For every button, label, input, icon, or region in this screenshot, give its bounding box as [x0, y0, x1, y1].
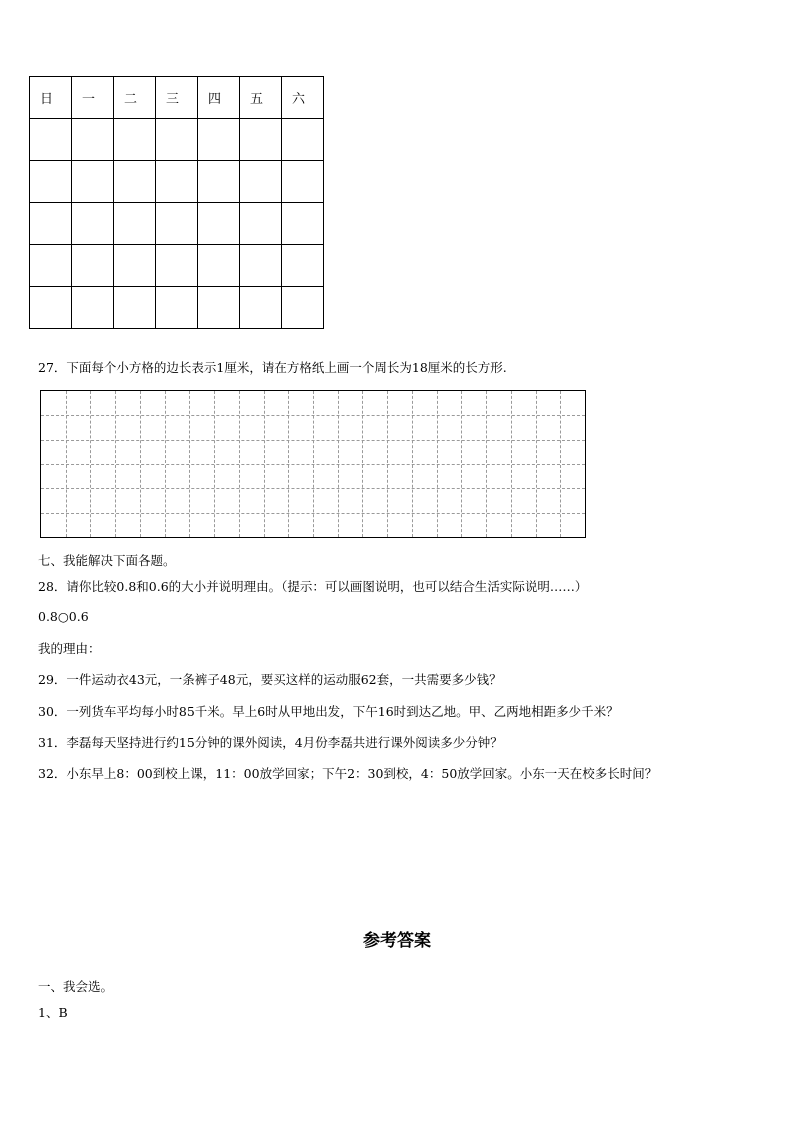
calendar-header-cell — [30, 77, 72, 119]
question-32: 32．小东早上8：00到校上课，11：00放学回家；下午2：30到校，4：50放学回家。小东一天在校多长时间？ — [38, 766, 658, 781]
grid-line-horizontal — [41, 488, 585, 489]
calendar-cell — [198, 203, 240, 245]
calendar-cell — [30, 161, 72, 203]
grid-line-horizontal — [41, 440, 585, 441]
calendar-header-cell — [72, 77, 114, 119]
calendar-row — [30, 245, 324, 287]
reason-label: 我的理由： — [38, 641, 101, 656]
calendar-cell — [156, 287, 198, 329]
section-7-heading: 七、我能解决下面各题。 — [38, 553, 176, 568]
calendar-cell — [282, 245, 324, 287]
calendar-cell — [240, 287, 282, 329]
question-28: 28．请你比较0.8和0.6的大小并说明理由。（提示：可以画图说明，也可以结合生活实际说明……） — [38, 579, 588, 594]
question-29: 29．一件运动衣43元，一条裤子48元，要买这样的运动服62套，一共需要多少钱？ — [38, 672, 502, 687]
calendar-cell — [30, 203, 72, 245]
grid-paper — [40, 390, 586, 538]
weekday-label: 四 — [208, 92, 222, 107]
calendar-cell — [198, 287, 240, 329]
calendar-cell — [240, 119, 282, 161]
answer-title: 参考答案 — [363, 931, 431, 951]
calendar-cell — [114, 245, 156, 287]
calendar-cell — [72, 287, 114, 329]
weekday-label: 日 — [40, 92, 54, 107]
calendar-cell — [198, 161, 240, 203]
calendar-header-cell — [282, 77, 324, 119]
calendar-cell — [72, 161, 114, 203]
weekday-label: 三 — [166, 92, 180, 107]
calendar-header-cell — [198, 77, 240, 119]
calendar-cell — [282, 119, 324, 161]
calendar-cell — [282, 287, 324, 329]
calendar-cell — [240, 161, 282, 203]
calendar-header-cell — [156, 77, 198, 119]
calendar-cell — [72, 203, 114, 245]
calendar-row — [30, 119, 324, 161]
calendar-cell — [72, 119, 114, 161]
calendar-cell — [156, 161, 198, 203]
calendar-row — [30, 287, 324, 329]
calendar-cell — [198, 245, 240, 287]
answer-section-1: 一、我会选。 — [38, 979, 114, 994]
calendar-cell — [114, 119, 156, 161]
calendar-cell — [282, 161, 324, 203]
calendar-header-cell — [114, 77, 156, 119]
weekday-label: 六 — [292, 92, 306, 107]
calendar-table — [29, 76, 324, 329]
question-27: 27．下面每个小方格的边长表示1厘米，请在方格纸上画一个周长为18厘米的长方形. — [38, 360, 507, 375]
comparison: 0.8○0.6 — [38, 609, 89, 624]
calendar-cell — [30, 245, 72, 287]
calendar-cell — [156, 119, 198, 161]
question-30: 30．一列货车平均每小时85千米。早上6时从甲地出发，下午16时到达乙地。甲、乙两地相距多少千米？ — [38, 704, 619, 719]
calendar-header-row — [30, 77, 324, 119]
calendar-cell — [156, 245, 198, 287]
calendar-row — [30, 203, 324, 245]
grid-line-horizontal — [41, 464, 585, 465]
calendar-cell — [30, 287, 72, 329]
weekday-label: 一 — [82, 92, 96, 107]
calendar-cell — [156, 203, 198, 245]
weekday-label: 五 — [250, 92, 264, 107]
calendar-cell — [114, 161, 156, 203]
calendar-cell — [198, 119, 240, 161]
grid-line-horizontal — [41, 513, 585, 514]
calendar-cell — [282, 203, 324, 245]
calendar-cell — [114, 287, 156, 329]
weekday-label: 二 — [124, 92, 138, 107]
calendar-cell — [30, 119, 72, 161]
calendar-cell — [240, 203, 282, 245]
calendar-cell — [72, 245, 114, 287]
calendar-cell — [240, 245, 282, 287]
calendar-row — [30, 161, 324, 203]
question-31: 31．李磊每天坚持进行约15分钟的课外阅读，4月份李磊共进行课外阅读多少分钟？ — [38, 735, 503, 750]
calendar-cell — [114, 203, 156, 245]
calendar-header-cell — [240, 77, 282, 119]
answer-1: 1、B — [38, 1005, 68, 1020]
grid-line-horizontal — [41, 415, 585, 416]
